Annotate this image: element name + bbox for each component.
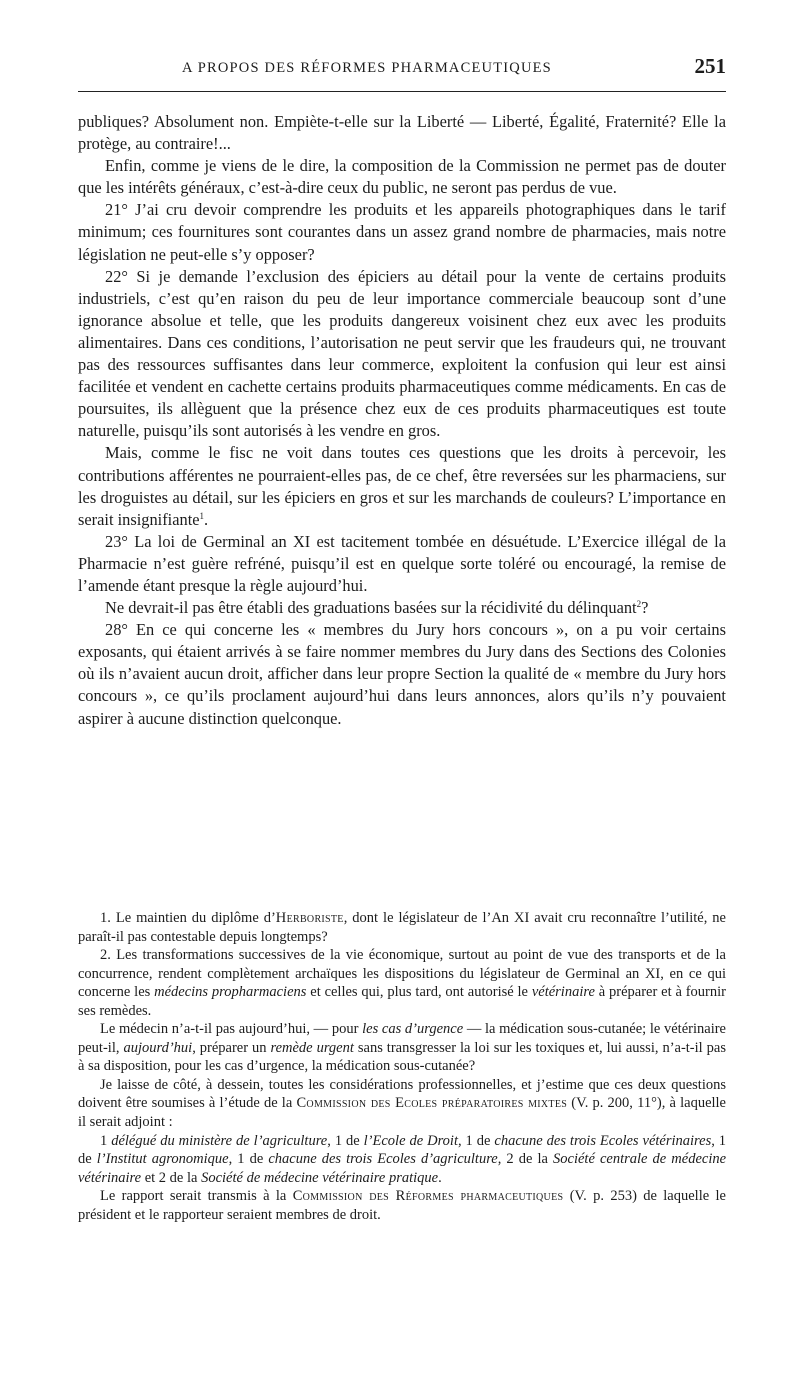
footnote-italic: délégué du ministère de l’agriculture (111, 1132, 328, 1149)
footnote-text: sans transgresser la loi sur les toxiques et, lui aussi, n’a-t-il pas à sa disposition, pour les cas d’urgence, la médication sous-cutanée? (78, 1039, 726, 1075)
footnote-2-delegates (78, 1132, 726, 1188)
paragraph-fisc-text: Mais, comme le fisc ne voit dans toutes ces questions que les droits à percevoir, les contributions afférentes ne pourraient-elles pas, de ce chef, être reversées sur les pharmaciens, sur les droguistes au détail, sur les épiciers en gros et sur les marchands de couleurs? L’importance en serait insignifiante (78, 443, 726, 529)
footnote-2-rapport (78, 1187, 726, 1224)
running-title: A PROPOS DES RÉFORMES PHARMACEUTIQUES (182, 60, 552, 76)
footnote-text: , 1 de (228, 1151, 269, 1168)
footnote-2-commission (78, 1076, 726, 1132)
paragraph-21: 21° J’ai cru devoir comprendre les produits et les appareils photographiques dans le tarif minimum; ces fournitures sont courantes dans un assez grand nombre de pharmacies, mais notre législation ne peut-elle s’y opposer? (78, 200, 726, 264)
footnote-text: . (438, 1169, 442, 1186)
footnote-text: Le rapport serait transmis à la (100, 1188, 293, 1205)
paragraph-fisc-end: . (204, 509, 209, 529)
footnote-italic: vétérinaire (531, 984, 595, 1001)
paragraph-commission: Enfin, comme je viens de le dire, la composition de la Commission ne permet pas de douter que les intérêts généraux, c’est-à-dire ceux du public, ne seront pas perdus de vue. (78, 156, 726, 198)
footnote-smallcaps: Herboriste (275, 910, 344, 926)
footnote-italic: aujourd’hui (123, 1039, 193, 1056)
footnote-text: à préparer et à fournir ses remèdes. (78, 984, 726, 1019)
footnote-text: et celles qui, plus tard, ont autorisé le (306, 984, 532, 1001)
footnote-italic: remède urgent (270, 1039, 354, 1056)
footnote-text: 2. Les transformations successives de la vie économique, surtout au point de vue des transports et de la concurrence, rendent complètement archaïques les dispositions du législateur de Germinal an XI, en ce qui concerne les (78, 947, 726, 1001)
footnote-text: 1 (100, 1132, 112, 1149)
footnote-text: , dont le législateur de l’An XI avait cru reconnaître l’utilité, ne paraît-il pas contestable depuis longtemps? (78, 910, 726, 945)
footnote-1 (78, 909, 726, 946)
paragraph-graduations-text: Ne devrait-il pas être établi des graduations basées sur la récidivité du délinquant (105, 598, 637, 618)
paragraph-graduations-end: ? (641, 598, 649, 618)
footnote-ref-2: 2 (636, 599, 642, 610)
footnote-text: , 1 de (457, 1132, 495, 1149)
footnote-2 (78, 946, 726, 1020)
footnote-italic: l’Ecole de Droit (363, 1132, 458, 1149)
footnote-text: , 2 de la (497, 1151, 554, 1168)
footnote-ref-1: 1 (199, 510, 205, 521)
footnote-italic: médecins propharmaciens (154, 984, 307, 1001)
header-rule (78, 91, 726, 92)
footnote-text: (V. p. 253) de laquelle le président et le rapporteur seraient membres de droit. (78, 1188, 726, 1223)
main-text (78, 111, 726, 730)
footnote-text: Le médecin n’a-t-il pas aujourd’hui, — pour (100, 1021, 363, 1038)
footnote-text: — la médication sous-cutanée; le vétérinaire peut-il, (78, 1021, 726, 1056)
footnotes (78, 909, 726, 1224)
footnote-italic: chacune des trois Ecoles d’agriculture (268, 1151, 498, 1168)
footnote-text: Je laisse de côté, à dessein, toutes les considérations professionnelles, et j’estime que ces deux questions doivent être soumises à l’étude de la (78, 1076, 726, 1112)
paragraph-22: 22° Si je demande l’exclusion des épiciers au détail pour la vente de certains produits industriels, c’est qu’en raison du peu de leur importance commerciale beaucoup sont d’une ignorance absolue et telle, que les produits dangereux voisinent chez eux avec les produits alimentaires. Dans ces conditions, l’autorisation ne peut servir que les fraudeurs qui, ne trouvant pas des ressources suffisantes dans leur commerce, exploitent la confusion qui leur est ainsi facilitée et vendent en cachette certains produits pharmaceutiques comme médicaments. En cas de poursuites, ils allèguent que la présence chez eux de ces produits pharmaceutiques est toute naturelle, puisqu’ils sont autorisés à les vendre en gros. (78, 266, 726, 441)
footnote-text: et 2 de la (141, 1169, 202, 1186)
footnote-text: (V. p. 200, 11°), à laquelle il serait adjoint : (78, 1095, 726, 1131)
paragraph-fisc (78, 442, 726, 530)
paragraph-28: 28° En ce qui concerne les « membres du Jury hors concours », on a pu voir certains exposants, qui étaient arrivés à se faire nommer membres du Jury dans des Sections des Colonies où ils n’avaient aucun droit, afficher dans leur propre Section la qualité de « membre du Jury hors concours », ce qu’ils proclament aujourd’hui dans leurs annonces, alors qu’ils n’y pouvaient aspirer à aucune distinction quelconque. (78, 620, 726, 728)
footnote-italic: Société centrale de médecine vétérinaire (78, 1151, 727, 1186)
footnote-italic: les cas d’urgence (362, 1021, 464, 1038)
paragraph-23: 23° La loi de Germinal an XI est tacitement tombée en désuétude. L’Exercice illégal de la Pharmacie n’est guère refréné, puisqu’il est en quelque sorte toléré ou encouragé, la remise de l’amende étant presque la règle aujourd’hui. (78, 531, 726, 595)
footnote-italic: Société de médecine vétérinaire pratique (201, 1169, 439, 1186)
footnote-2-medecin (78, 1020, 726, 1076)
paragraph-graduations (78, 597, 726, 619)
footnote-text: , 1 de (327, 1132, 364, 1149)
footnote-text: , 1 de (78, 1132, 727, 1168)
paragraph-continuation: publiques? Absolument non. Empiète-t-elle sur la Liberté — Liberté, Égalité, Fraternité? Elle la protège, au contraire!... (78, 112, 726, 154)
footnote-italic: chacune des trois Ecoles vétérinaires (494, 1132, 712, 1149)
footnote-smallcaps: Commission des Ecoles préparatoires mixtes (296, 1095, 568, 1112)
footnote-text: 1. Le maintien du diplôme d’ (100, 910, 276, 926)
running-head (78, 54, 726, 84)
footnote-smallcaps: Commission des Réformes pharmaceutiques (292, 1188, 564, 1205)
footnote-text: , préparer un (192, 1039, 271, 1056)
page-number: 251 (694, 54, 726, 78)
footnote-italic: l’Institut agronomique (96, 1151, 229, 1168)
